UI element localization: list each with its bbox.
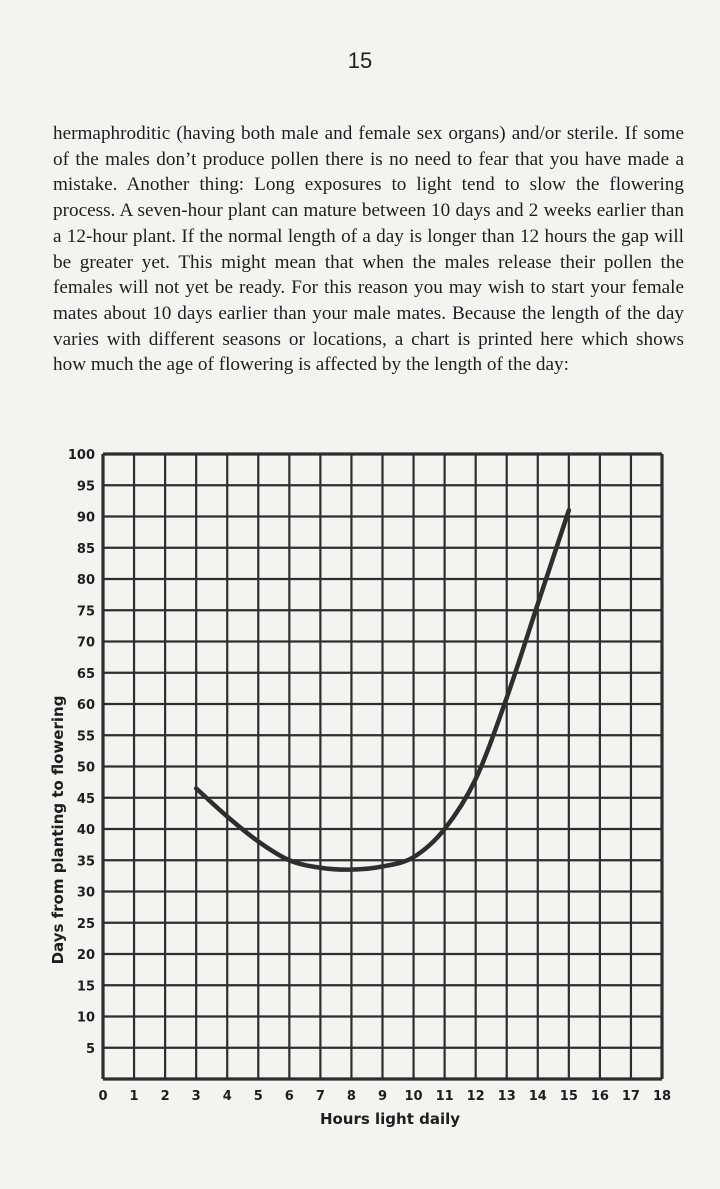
y-tick-label: 20 xyxy=(76,948,95,963)
y-tick-label: 45 xyxy=(76,791,95,807)
x-tick-label: 11 xyxy=(435,1089,454,1104)
x-tick-label: 10 xyxy=(404,1089,423,1104)
x-tick-label: 9 xyxy=(377,1089,388,1104)
y-tick-label: 70 xyxy=(76,635,95,651)
x-tick-label: 1 xyxy=(129,1089,139,1104)
x-tick-label: 4 xyxy=(222,1089,232,1104)
y-tick-label: 65 xyxy=(76,666,95,682)
x-tick-label: 16 xyxy=(590,1089,609,1104)
x-tick-label: 5 xyxy=(253,1089,263,1104)
x-tick-label: 3 xyxy=(191,1089,201,1104)
x-tick-label: 2 xyxy=(160,1089,170,1104)
x-tick-label: 17 xyxy=(621,1089,640,1104)
y-tick-label: 15 xyxy=(76,979,95,995)
x-tick-label: 14 xyxy=(528,1089,547,1104)
y-tick-label: 50 xyxy=(76,760,95,776)
x-tick-label: 15 xyxy=(559,1089,578,1104)
y-axis-label: Days from planting to flowering xyxy=(49,695,67,965)
flowering-chart xyxy=(40,440,680,1140)
y-tick-label: 80 xyxy=(76,573,95,588)
x-tick-label: 12 xyxy=(466,1089,485,1104)
y-tick-label: 85 xyxy=(76,541,95,557)
y-tick-label: 75 xyxy=(76,604,95,620)
y-tick-labels xyxy=(68,448,95,1057)
x-tick-label: 7 xyxy=(315,1089,325,1104)
y-tick-label: 10 xyxy=(76,1010,95,1026)
x-axis-label: Hours light daily xyxy=(319,1110,461,1128)
y-tick-label: 95 xyxy=(76,479,95,495)
x-tick-labels xyxy=(98,1089,671,1104)
page-number: 15 xyxy=(347,48,373,73)
x-tick-label: 18 xyxy=(652,1089,672,1104)
y-tick-label: 30 xyxy=(76,885,95,901)
x-tick-label: 13 xyxy=(497,1089,516,1104)
y-tick-label: 90 xyxy=(76,510,95,526)
x-tick-label: 0 xyxy=(98,1089,108,1104)
y-tick-label: 100 xyxy=(67,448,95,463)
grid-lines xyxy=(103,454,662,1079)
x-tick-label: 8 xyxy=(346,1089,356,1104)
body-paragraph: hermaphroditic (having both male and female sex organs) and/or sterile. If some of the males don’t produce pollen there is no need to fear that you have made a mistake. Another thing: Long exposures to light tend to slow the flowering process. A seven-hour plant can mature between 10 days and 2 weeks earlier than a 12-hour plant. If the normal length of a day is longer than 12 hours the gap will be greater yet. This might mean that when the males release their pollen the females will not yet be ready. For this reason you may wish to start your female mates about 10 days earlier than your male mates. Because the length of the day varies with different seasons or locations, a chart is printed here which shows how much the age of flowering is affected by the length of the day: xyxy=(53,123,684,376)
y-tick-label: 55 xyxy=(76,729,95,745)
y-tick-label: 25 xyxy=(76,916,95,932)
x-tick-label: 6 xyxy=(284,1089,294,1104)
y-tick-label: 35 xyxy=(76,854,95,870)
y-tick-label: 5 xyxy=(85,1041,95,1057)
y-tick-label: 60 xyxy=(76,698,95,713)
y-tick-label: 40 xyxy=(76,823,95,838)
